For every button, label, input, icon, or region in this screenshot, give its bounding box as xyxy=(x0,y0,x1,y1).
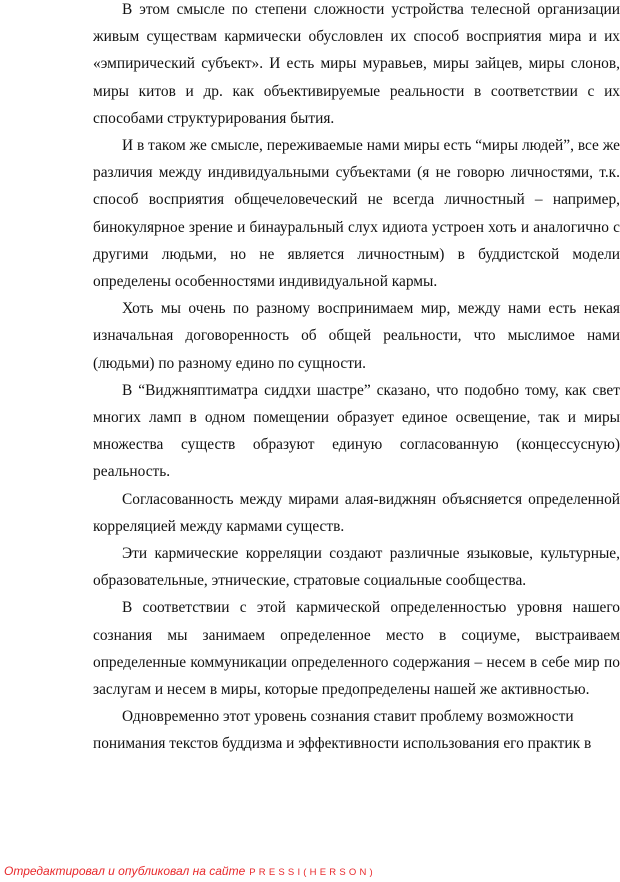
paragraph-6: Эти кармические корреляции создают различные языковые, культурные, образовательные, этнические, стратовые социальные сообщества. xyxy=(93,545,620,590)
paragraph-2: И в таком же смысле, переживаемые нами миры есть “миры людей”, все же различия между индивидуальными субъектами (я не говорю личностями, т.к. способ восприятия общечеловеческий не всегда личностный – например, бинокулярное зрение и бинауральный слух идиота устроен хоть и аналогично с другими людьми, но не является личностным) в буддистской модели определены особенностями индивидуальной кармы. xyxy=(93,137,620,291)
footer-credit xyxy=(4,864,376,878)
paragraph-4: В “Виджняптиматра сиддхи шастре” сказано, что подобно тому, как свет многих ламп в одном помещении образует единое освещение, так и миры множества существ образуют единую согласованную (концессусную) реальность. xyxy=(93,381,620,481)
body-text xyxy=(93,0,620,758)
paragraph-7: В соответствии с этой кармической определенностью уровня нашего сознания мы занимаем определенное место в социуме, выстраиваем определенные коммуникации определенного содержания – несем в себе мир по заслугам и несем в миры, которые предопределены нашей же активностью. xyxy=(93,599,620,699)
paragraph-3: Хоть мы очень по разному воспринимаем мир, между нами есть некая изначальная договоренность об общей реальности, что мыслимое нами (людьми) по разному едино по сущности. xyxy=(93,300,620,372)
paragraph-5: Согласованность между мирами алая-виджнян объясняется определенной корреляцией между кармами существ. xyxy=(93,490,620,535)
paragraph-1: В этом смысле по степени сложности устройства телесной организации живым существам кармически обусловлен их способ восприятия мира и их «эмпирический субъект». И есть миры муравьев, миры зайцев, миры слонов, миры китов и др. как объективируемые реальности в соответствии с их способами структурирования бытия. xyxy=(93,1,620,127)
footer-text: Отредактировал и опубликовал на сайте xyxy=(4,864,246,878)
footer-site-link[interactable]: PRESSI(HERSON) xyxy=(249,867,376,878)
paragraph-8: Одновременно этот уровень сознания ставит проблему возможности понимания текстов буддизма и эффективности использования его практик в xyxy=(93,708,592,753)
